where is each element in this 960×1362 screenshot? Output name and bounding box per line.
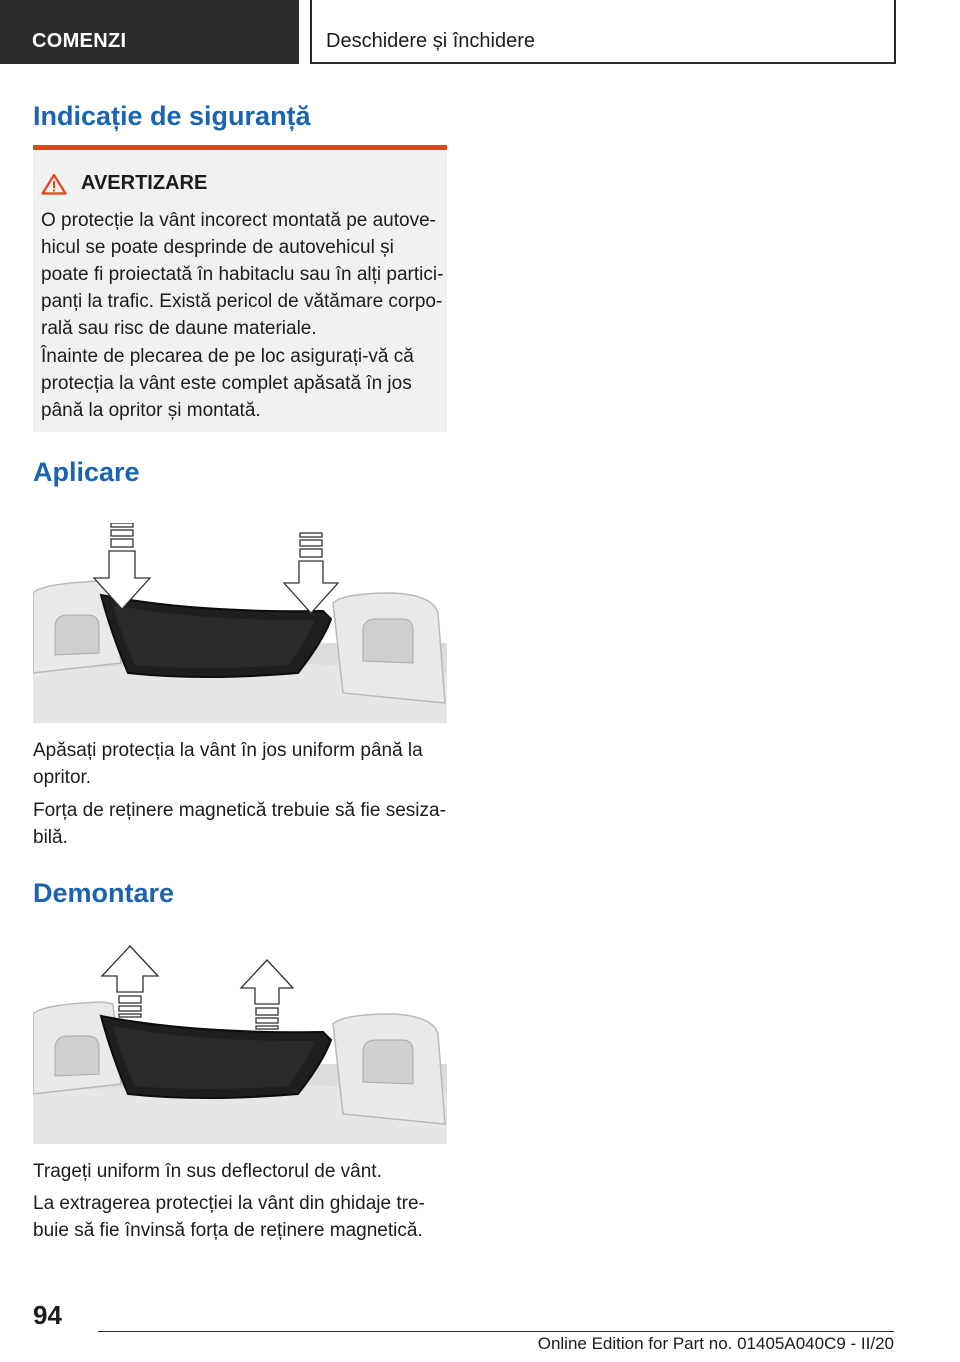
remove-illustration bbox=[33, 944, 447, 1144]
header-chapter-label: Deschidere și închidere bbox=[326, 30, 535, 52]
remove-paragraph-1: Trageți uniform în sus deflectorul de vânt. bbox=[33, 1161, 382, 1182]
remove-illustration-drawing bbox=[33, 944, 447, 1144]
warning-triangle-icon bbox=[41, 173, 67, 195]
apply-paragraph-1: Apăsați protecția la vânt în jos uniform până la opritor. bbox=[33, 740, 423, 788]
apply-heading: Aplicare bbox=[33, 457, 140, 487]
footer-rule bbox=[98, 1331, 894, 1332]
apply-illustration-drawing bbox=[33, 523, 447, 723]
header-section-label: COMENZI bbox=[32, 30, 127, 52]
page-number: 94 bbox=[33, 1300, 62, 1330]
safety-heading: Indicație de siguranță bbox=[33, 101, 311, 131]
header-chapter-tab bbox=[310, 0, 896, 64]
apply-illustration bbox=[33, 523, 447, 723]
warning-label: AVERTIZARE bbox=[81, 172, 208, 194]
remove-paragraph-2: La extragerea protecției la vânt din ghidaje tre- buie să fie învinsă forța de reținere magnetică. bbox=[33, 1193, 425, 1241]
warning-title bbox=[41, 172, 207, 195]
warning-box bbox=[33, 145, 447, 432]
apply-paragraph-2: Forța de reținere magnetică trebuie să fie sesiza- bilă. bbox=[33, 800, 446, 848]
remove-heading: Demontare bbox=[33, 878, 175, 908]
warning-paragraph-1: O protecție la vânt incorect montată pe autove- hicul se poate desprinde de autovehicul și poate fi proiectată în habitaclu sau în alți partici- panți la trafic. Există pericol de vătămare corpo- rală sau risc de daune materiale. bbox=[41, 210, 444, 339]
warning-paragraph-2: Înainte de plecarea de pe loc asigurați-vă că protecția la vânt este complet apăsată în jos până la opritor și montată. bbox=[41, 346, 414, 421]
header-section-tab bbox=[0, 0, 299, 64]
footer-edition: Online Edition for Part no. 01405A040C9 - II/20 bbox=[537, 1334, 894, 1353]
